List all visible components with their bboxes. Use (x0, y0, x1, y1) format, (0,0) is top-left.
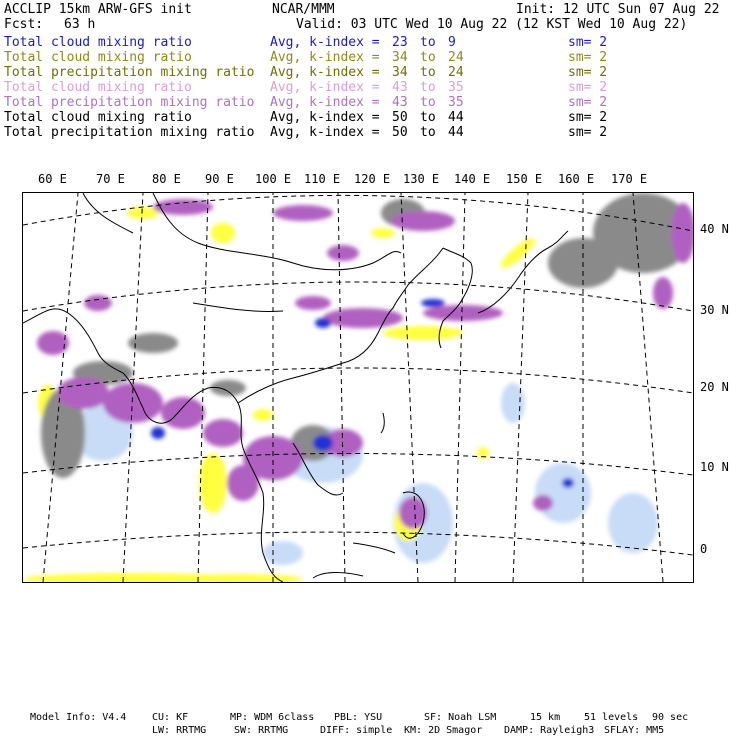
latitude-label: 10 N (700, 460, 729, 474)
field-avg-label: Avg, k-index = (270, 125, 380, 140)
field-k-start: 43 (392, 80, 408, 95)
field-k-to: to (420, 125, 436, 140)
weather-map (22, 192, 694, 583)
longitude-label: 100 E (255, 172, 292, 186)
longitude-label: 80 E (152, 172, 181, 186)
institution-label: NCAR/MMM (272, 2, 335, 17)
field-smoothing: sm= 2 (568, 50, 608, 65)
field-avg-label: Avg, k-index = (270, 35, 380, 50)
field-k-start: 23 (392, 35, 408, 50)
field-k-end: 24 (448, 50, 464, 65)
longitude-label: 70 E (96, 172, 125, 186)
footer-info-item: DIFF: simple (320, 725, 393, 736)
field-k-to: to (420, 110, 436, 125)
field-k-end: 35 (448, 80, 464, 95)
latitude-label: 20 N (700, 380, 729, 394)
field-smoothing: sm= 2 (568, 110, 608, 125)
footer-info-item: 90 sec (652, 712, 689, 723)
field-k-to: to (420, 50, 436, 65)
footer-info-item: 51 levels (584, 712, 639, 723)
field-avg-label: Avg, k-index = (270, 80, 380, 95)
latitude-label: 0 (700, 542, 708, 556)
longitude-label: 130 E (403, 172, 440, 186)
longitude-label: 140 E (454, 172, 491, 186)
field-k-to: to (420, 65, 436, 80)
mixing-ratio-field (23, 193, 693, 582)
field-smoothing: sm= 2 (568, 95, 608, 110)
valid-time: Valid: 03 UTC Wed 10 Aug 22 (12 KST Wed 10 Aug 22) (296, 17, 688, 32)
footer-info-item: DAMP: Rayleigh3 (504, 725, 595, 736)
field-avg-label: Avg, k-index = (270, 95, 380, 110)
longitude-label: 170 E (611, 172, 648, 186)
field-name: Total cloud mixing ratio (4, 35, 192, 50)
cloud-field-gray (41, 193, 693, 478)
field-k-start: 34 (392, 65, 408, 80)
field-avg-label: Avg, k-index = (270, 110, 380, 125)
footer-info-item: SF: Noah LSM (424, 712, 497, 723)
longitude-label: 160 E (558, 172, 595, 186)
field-smoothing: sm= 2 (568, 125, 608, 140)
longitude-label: 90 E (205, 172, 234, 186)
footer-info-item: LW: RRTMG (152, 725, 207, 736)
field-k-to: to (420, 95, 436, 110)
longitude-label: 150 E (506, 172, 543, 186)
field-name: Total cloud mixing ratio (4, 110, 192, 125)
footer-info-item: PBL: YSU (334, 712, 383, 723)
field-k-to: to (420, 80, 436, 95)
footer-info-item: SFLAY: MM5 (604, 725, 665, 736)
field-name: Total precipitation mixing ratio (4, 125, 255, 140)
longitude-label: 60 E (38, 172, 67, 186)
field-k-start: 50 (392, 110, 408, 125)
field-smoothing: sm= 2 (568, 80, 608, 95)
field-name: Total cloud mixing ratio (4, 80, 192, 95)
field-name: Total precipitation mixing ratio (4, 95, 255, 110)
footer-info-item: Model Info: V4.4 (30, 712, 127, 723)
longitude-label: 110 E (304, 172, 341, 186)
field-k-end: 24 (448, 65, 464, 80)
footer-info-item: MP: WDM 6class (230, 712, 315, 723)
footer-info-item: 15 km (530, 712, 561, 723)
model-title: ACCLIP 15km ARW-GFS init (4, 2, 192, 17)
footer-info-item: CU: KF (152, 712, 189, 723)
field-k-to: to (420, 35, 436, 50)
field-k-end: 44 (448, 110, 464, 125)
footer-info-item: KM: 2D Smagor (404, 725, 483, 736)
field-avg-label: Avg, k-index = (270, 65, 380, 80)
field-smoothing: sm= 2 (568, 35, 608, 50)
field-name: Total precipitation mixing ratio (4, 65, 255, 80)
field-k-end: 44 (448, 125, 464, 140)
field-k-start: 34 (392, 50, 408, 65)
forecast-label: Fcst: (4, 17, 44, 32)
map-canvas (23, 193, 693, 582)
field-k-start: 50 (392, 125, 408, 140)
field-name: Total cloud mixing ratio (4, 50, 192, 65)
init-time: Init: 12 UTC Sun 07 Aug 22 (516, 2, 720, 17)
field-k-start: 43 (392, 95, 408, 110)
field-k-end: 9 (448, 35, 456, 50)
footer-info-item: SW: RRTMG (234, 725, 289, 736)
forecast-hour: 63 h (64, 17, 96, 32)
latitude-label: 30 N (700, 303, 729, 317)
field-avg-label: Avg, k-index = (270, 50, 380, 65)
field-k-end: 35 (448, 95, 464, 110)
field-smoothing: sm= 2 (568, 65, 608, 80)
longitude-label: 120 E (354, 172, 391, 186)
latitude-label: 40 N (700, 222, 729, 236)
